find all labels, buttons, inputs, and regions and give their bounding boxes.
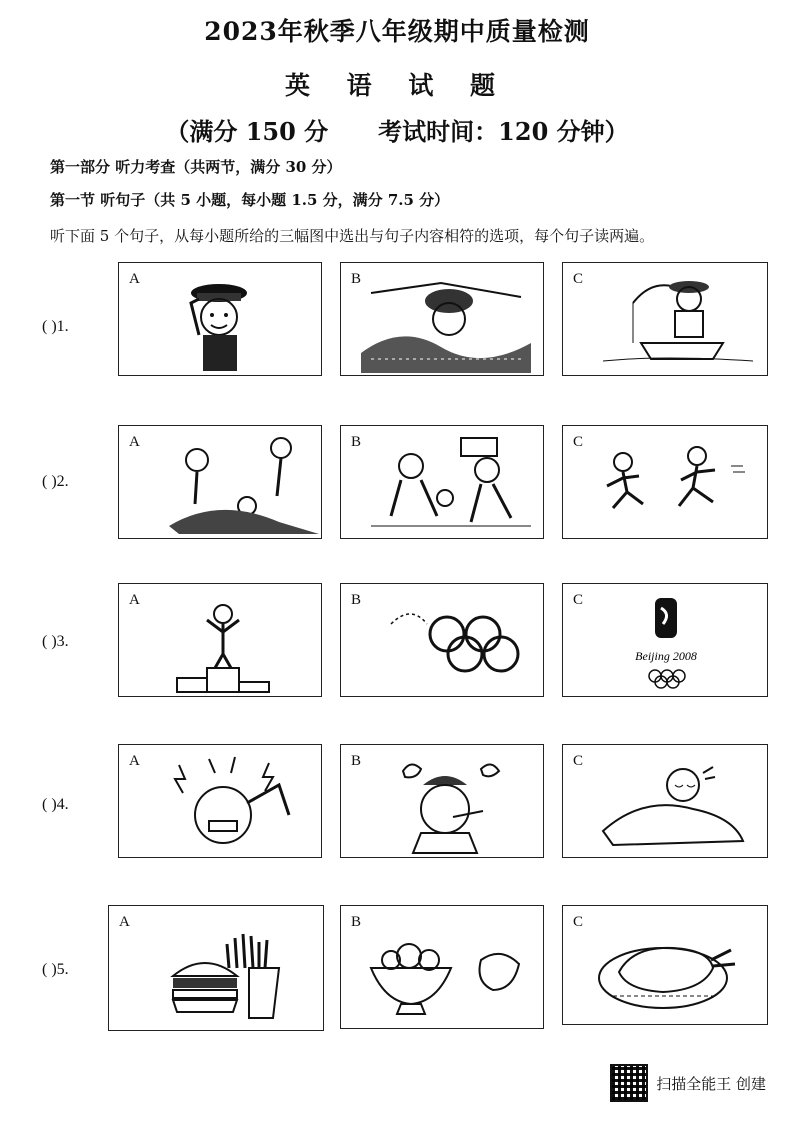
beijing-2008-logo-icon xyxy=(563,584,769,698)
scanner-watermark xyxy=(610,1064,766,1102)
question-row-4 xyxy=(0,744,794,864)
question-row-2 xyxy=(0,425,794,545)
question-label: ( )3. xyxy=(42,633,69,650)
option-box[interactable] xyxy=(118,583,322,697)
total-score: （满分 150 分 xyxy=(165,117,329,146)
children-playing-soccer-icon xyxy=(119,426,323,540)
fruit-bowl-and-vegetables-icon xyxy=(341,906,545,1030)
part-heading: 第一部分 听力考查（共两节，满分 30 分） xyxy=(50,158,342,176)
option-letter: A xyxy=(129,434,140,450)
section-heading: 第一节 听句子（共 5 小题，每小题 1.5 分，满分 7.5 分） xyxy=(50,191,450,209)
option-box[interactable] xyxy=(340,425,544,539)
question-row-5 xyxy=(0,905,794,1025)
option-letter: C xyxy=(573,914,584,930)
question-row-1 xyxy=(0,262,794,382)
option-box[interactable] xyxy=(562,905,768,1025)
man-fishing-in-boat-icon xyxy=(563,263,769,377)
option-letter: B xyxy=(351,271,362,287)
option-box[interactable] xyxy=(118,744,322,858)
option-box[interactable] xyxy=(118,262,322,376)
exam-info xyxy=(0,112,794,147)
sick-boy-with-fever-icon xyxy=(341,745,545,859)
option-letter: A xyxy=(129,271,140,287)
exam-title: 2023年秋季八年级期中质量检测 xyxy=(204,17,590,46)
option-letter: B xyxy=(351,434,362,450)
subject-title: 英 语 试 题 xyxy=(284,71,510,100)
option-box[interactable] xyxy=(108,905,324,1031)
question-row-3 xyxy=(0,583,794,703)
option-box[interactable] xyxy=(340,583,544,697)
option-box[interactable] xyxy=(340,262,544,376)
baby-sleeping-icon xyxy=(563,745,769,859)
soldier-in-trench-icon xyxy=(341,263,545,377)
option-letter: B xyxy=(351,753,362,769)
option-box[interactable] xyxy=(340,905,544,1029)
option-letter: A xyxy=(129,592,140,608)
police-officer-saluting-icon xyxy=(119,263,323,377)
boy-with-headache-icon xyxy=(119,745,323,859)
olympic-rings-icon xyxy=(341,584,545,698)
option-letter: C xyxy=(573,434,584,450)
question-label: ( )5. xyxy=(42,961,69,978)
option-letter: A xyxy=(129,753,140,769)
option-letter: B xyxy=(351,914,362,930)
option-letter: C xyxy=(573,753,584,769)
option-letter: C xyxy=(573,271,584,287)
option-box[interactable] xyxy=(562,425,768,539)
beijing-logo-caption: Beijing 2008 xyxy=(635,649,697,663)
exam-time: 考试时间：120 分钟） xyxy=(378,117,629,146)
option-box[interactable] xyxy=(340,744,544,858)
option-box[interactable] xyxy=(562,583,768,697)
basketball-game-icon xyxy=(341,426,545,540)
question-label: ( )4. xyxy=(42,796,69,813)
roast-chicken-plate-icon xyxy=(563,906,769,1026)
question-label: ( )2. xyxy=(42,473,69,490)
option-letter: B xyxy=(351,592,362,608)
option-box[interactable] xyxy=(562,744,768,858)
qr-code-icon xyxy=(610,1064,648,1102)
option-letter: C xyxy=(573,592,584,608)
runners-racing-icon xyxy=(563,426,769,540)
option-letter: A xyxy=(119,914,130,930)
option-box[interactable] xyxy=(118,425,322,539)
option-box[interactable] xyxy=(562,262,768,376)
watermark-text: 扫描全能王 创建 xyxy=(656,1074,766,1093)
winner-on-podium-icon xyxy=(119,584,323,698)
question-label: ( )1. xyxy=(42,318,69,335)
hamburger-and-fries-icon xyxy=(109,906,325,1032)
instructions: 听下面 5 个句子，从每小题所给的三幅图中选出与句子内容相符的选项，每个句子读两遍。 xyxy=(50,227,655,245)
